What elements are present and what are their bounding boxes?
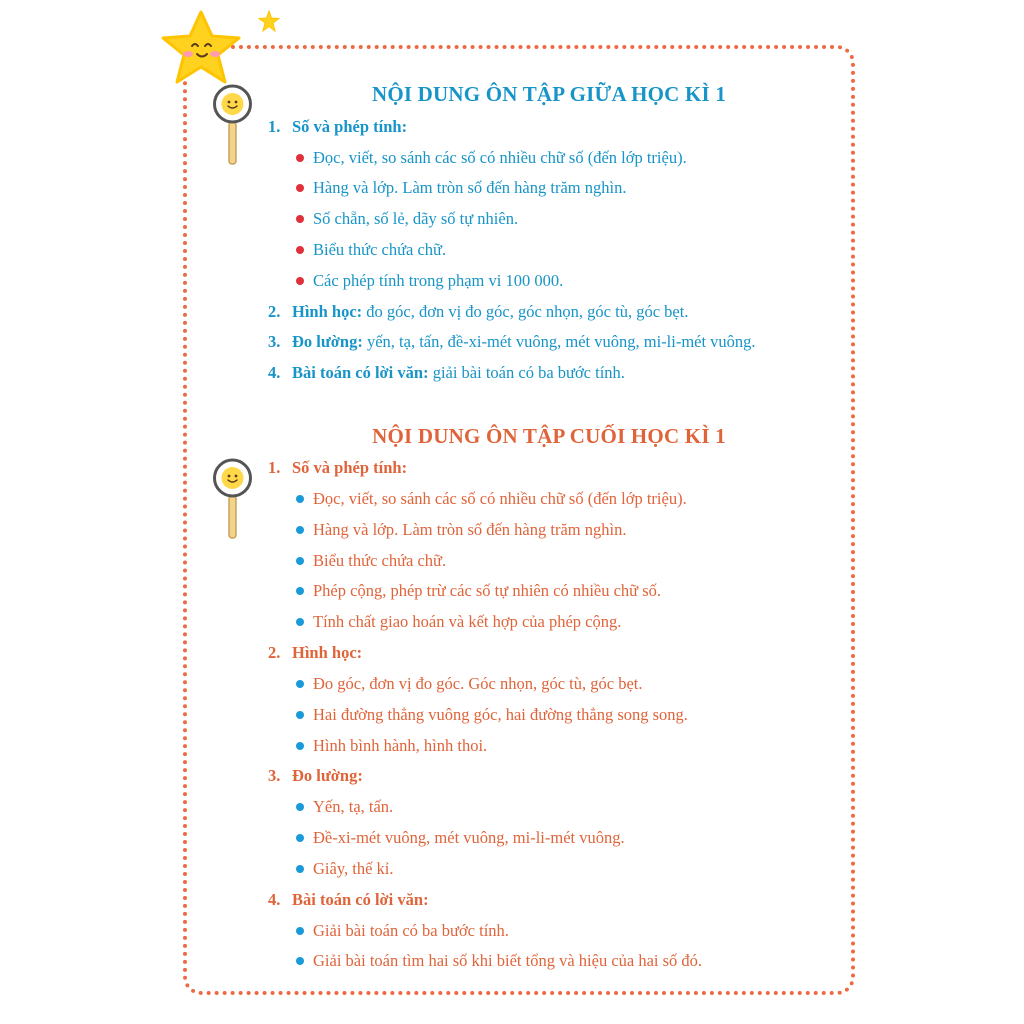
final-term-bullet: [296, 581, 661, 601]
bullet-dot: [296, 184, 304, 192]
bullet-text: Giải bài toán có ba bước tính.: [313, 921, 509, 940]
mid-term-item-4: [268, 363, 625, 383]
final-term-item-3: [268, 766, 363, 786]
bullet-text: Đo góc, đơn vị đo góc. Góc nhọn, góc tù, góc bẹt.: [313, 674, 643, 693]
final-term-bullet: [296, 921, 509, 941]
bullet-dot: [296, 957, 304, 965]
bullet-dot: [296, 680, 304, 688]
bullet-dot: [296, 587, 304, 595]
bullet-text: Hàng và lớp. Làm tròn số đến hàng trăm nghìn.: [313, 178, 627, 197]
bullet-text: Số chẵn, số lẻ, dãy số tự nhiên.: [313, 209, 519, 228]
final-term-bullet: [296, 736, 487, 756]
item-heading: Số và phép tính:: [292, 458, 408, 477]
final-term-bullet: [296, 951, 702, 971]
bullet-text: Giây, thế kỉ.: [313, 859, 394, 878]
bullet-dot: [296, 834, 304, 842]
final-term-bullet: [296, 551, 446, 571]
final-term-bullet: [296, 859, 394, 879]
mid-term-title: NỘI DUNG ÔN TẬP GIỮA HỌC KÌ 1: [371, 82, 727, 106]
mid-term-bullet: [296, 271, 563, 291]
item-text: đo góc, đơn vị đo góc, góc nhọn, góc tù, góc bẹt.: [362, 302, 689, 321]
final-term-bullet: [296, 705, 688, 725]
item-heading: Số và phép tính:: [292, 117, 408, 136]
smiling-star-icon: [155, 8, 255, 93]
item-heading: Bài toán có lời văn:: [292, 363, 429, 382]
item-text: yến, tạ, tấn, đề-xi-mét vuông, mét vuông, mi-li-mét vuông.: [362, 332, 756, 351]
final-term-bullet: [296, 674, 643, 694]
final-term-bullet: [296, 612, 621, 632]
item-number: 4.: [268, 363, 281, 382]
final-term-item-1: [268, 458, 407, 478]
mid-term-bullet: [296, 209, 518, 229]
item-heading: Hình học:: [292, 302, 363, 321]
final-term-title: NỘI DUNG ÔN TẬP CUỐI HỌC KÌ 1: [372, 424, 726, 448]
final-term-item-2: [268, 643, 362, 663]
bullet-dot: [296, 154, 304, 162]
bullet-dot: [296, 495, 304, 503]
bullet-text: Đọc, viết, so sánh các số có nhiều chữ số (đến lớp triệu).: [313, 148, 687, 167]
sparkle-star-icon: [258, 10, 280, 32]
bullet-text: Đọc, viết, so sánh các số có nhiều chữ số (đến lớp triệu).: [313, 489, 687, 508]
bullet-dot: [296, 618, 304, 626]
mid-term-bullet: [296, 148, 687, 168]
final-term-bullet: [296, 828, 625, 848]
bullet-text: Biểu thức chứa chữ.: [313, 551, 447, 570]
mid-term-item-3: [268, 332, 756, 352]
mid-term-bullet: [296, 178, 626, 198]
final-term-bullet: [296, 797, 393, 817]
bullet-text: Giải bài toán tìm hai số khi biết tổng và hiệu của hai số đó.: [313, 951, 703, 970]
bullet-dot: [296, 803, 304, 811]
bullet-dot: [296, 526, 304, 534]
bullet-text: Yến, tạ, tấn.: [313, 797, 394, 816]
smiley-lollipop-icon: [211, 458, 255, 540]
item-number: 2.: [268, 643, 281, 662]
bullet-dot: [296, 742, 304, 750]
item-heading: Đo lường:: [292, 766, 363, 785]
bullet-text: Tính chất giao hoán và kết hợp của phép cộng.: [313, 612, 622, 631]
bullet-text: Hai đường thẳng vuông góc, hai đường thẳng song song.: [313, 705, 688, 724]
bullet-text: Biểu thức chứa chữ.: [313, 240, 447, 259]
item-heading: Bài toán có lời văn:: [292, 890, 429, 909]
bullet-dot: [296, 277, 304, 285]
bullet-text: Phép cộng, phép trừ các số tự nhiên có nhiều chữ số.: [313, 581, 662, 600]
item-number: 1.: [268, 458, 281, 477]
mid-term-item-1: [268, 117, 407, 137]
item-number: 1.: [268, 117, 281, 136]
item-text: giải bài toán có ba bước tính.: [428, 363, 625, 382]
mid-term-item-2: [268, 302, 688, 322]
bullet-dot: [296, 557, 304, 565]
mid-term-bullet: [296, 240, 446, 260]
bullet-dot: [296, 215, 304, 223]
bullet-dot: [296, 711, 304, 719]
item-number: 2.: [268, 302, 281, 321]
bullet-text: Hàng và lớp. Làm tròn số đến hàng trăm nghìn.: [313, 520, 627, 539]
item-number: 3.: [268, 332, 281, 351]
bullet-text: Hình bình hành, hình thoi.: [313, 736, 488, 755]
bullet-text: Đề-xi-mét vuông, mét vuông, mi-li-mét vuông.: [313, 828, 625, 847]
final-term-bullet: [296, 520, 626, 540]
bullet-dot: [296, 927, 304, 935]
final-term-bullet: [296, 489, 687, 509]
final-term-item-4: [268, 890, 429, 910]
item-number: 3.: [268, 766, 281, 785]
bullet-dot: [296, 246, 304, 254]
item-heading: Đo lường:: [292, 332, 363, 351]
item-heading: Hình học:: [292, 643, 363, 662]
bullet-dot: [296, 865, 304, 873]
bullet-text: Các phép tính trong phạm vi 100 000.: [313, 271, 564, 290]
item-number: 4.: [268, 890, 281, 909]
